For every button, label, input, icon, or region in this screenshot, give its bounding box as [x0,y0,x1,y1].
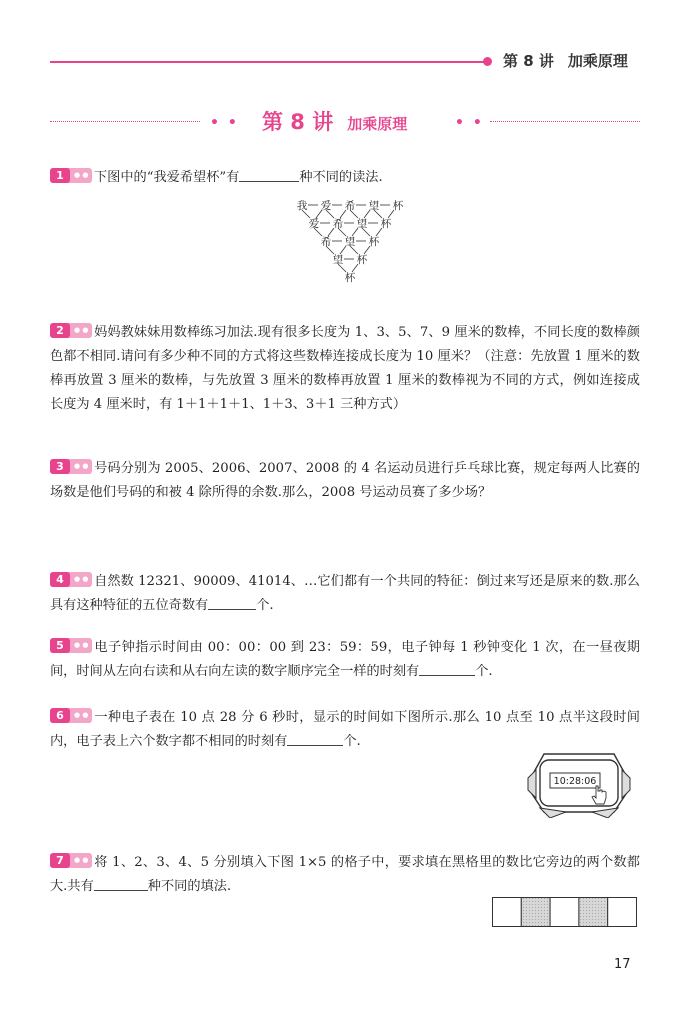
header-rule [50,61,485,63]
question-number-badge: 7 ● ● [50,853,92,868]
question-2 [50,321,640,417]
question-text: 自然数 12321、90009、41014、…它们都有一个共同的特征：倒过来写还是原来的数.那么具有这种特征的五位奇数有 [50,574,640,613]
title-lecture: 第 8 讲 [262,110,334,134]
title-dots-left: • • [210,115,239,131]
question-text: 一种电子表在 10 点 28 分 6 秒时，显示的时间如下图所示.那么 10 点至 10 点半这段时间内，电子表上六个数字都不相同的时刻有 [50,710,640,749]
triangle-char: 望 [332,254,344,266]
digital-watch-image [526,748,632,818]
triangle-char: 望 [368,200,380,212]
title-topic: 加乘原理 [347,115,408,133]
header-lecture: 第 8 讲 [503,52,554,70]
triangle-char: 我 [296,200,308,212]
question-5 [50,636,640,684]
grid-cell [608,898,637,927]
question-text: 号码分别为 2005、2006、2007、2008 的 4 名运动员进行乒乓球比赛，规定每两人比赛的场数是他们号码的和被 4 除所得的余数.那么，2008 号运动员赛了多少场？ [50,461,640,500]
answer-blank [239,167,299,182]
grid-cell [493,898,522,927]
question-text: 将 1、2、3、4、5 分别填入下图 1×5 的格子中，要求填在黑格里的数比它旁边的两个数都大.共有 [50,855,640,894]
question-7 [50,851,640,899]
title-dots-right: • • [455,115,484,131]
question-4 [50,570,640,618]
triangle-char: 希 [320,236,332,248]
question-text: 个. [256,598,274,613]
question-number-badge: 1 ● ● [50,168,92,183]
triangle-char: 希 [344,200,356,212]
grid-cell [550,898,579,927]
answer-blank [208,595,256,610]
answer-blank [419,661,475,676]
triangle-char: 杯 [344,272,356,284]
grid-cell-shaded [521,898,550,927]
grid-cell-shaded [579,898,608,927]
page-number: 17 [614,957,631,972]
answer-blank [94,876,148,891]
triangle-char: 望 [356,218,368,230]
question-text: 下图中的“我爱希望杯”有 [94,170,240,185]
question-1 [50,166,640,190]
answer-blank [287,731,343,746]
watch-display: 10:28:06 [553,776,597,787]
question-number-badge: 6 ● ● [50,708,92,723]
grid-cells [493,898,637,927]
running-header [503,50,628,71]
triangle-char: 杯 [380,218,392,230]
question-text: 种不同的填法. [147,879,232,894]
question-6 [50,706,640,754]
triangle-char: 爱 [308,218,320,230]
question-3 [50,457,640,505]
question-text: 电子钟指示时间由 00：00：00 到 23：59：59，电子钟每 1 秒钟变化 1 次，在一昼夜期间，时间从左向右读和从右向左读的数字顺序完全一样的时刻有 [50,640,640,679]
title-rule-right [490,121,640,122]
question-number-badge: 4 ● ● [50,572,92,587]
question-number-badge: 5 ● ● [50,638,92,653]
one-by-five-grid [492,897,637,927]
question-number-badge: 3 ● ● [50,459,92,474]
word-triangle-diagram [292,196,422,290]
question-number-badge: 2 ● ● [50,323,92,338]
question-text: 种不同的读法. [299,170,383,185]
question-text: 妈妈教妹妹用数棒练习加法.现有很多长度为 1、3、5、7、9 厘米的数棒，不同长度的数棒颜色都不相同.请问有多少种不同的方式将这些数棒连接成长度为 10 厘米？（注意：先放置 1 厘米的数棒再放置 3 厘米的数棒，与先放置 3 厘米的数棒再放置 1 厘米的数棒视为不同的方式，例如连接成长度为 4 厘米时，有 1＋1＋1＋1、1＋3、3＋1 三种方式） [50,325,640,412]
triangle-char: 杯 [356,254,368,266]
header-topic: 加乘原理 [567,52,628,70]
question-text: 个. [343,734,361,749]
triangle-char: 爱 [320,200,332,212]
question-text: 个. [475,664,493,679]
page-title [262,106,407,136]
triangle-char: 杯 [392,200,404,212]
triangle-char: 希 [332,218,344,230]
triangle-characters [297,199,404,284]
triangle-char: 杯 [368,236,380,248]
header-dot [483,57,492,66]
title-rule-left [50,121,200,122]
triangle-char: 望 [344,236,356,248]
